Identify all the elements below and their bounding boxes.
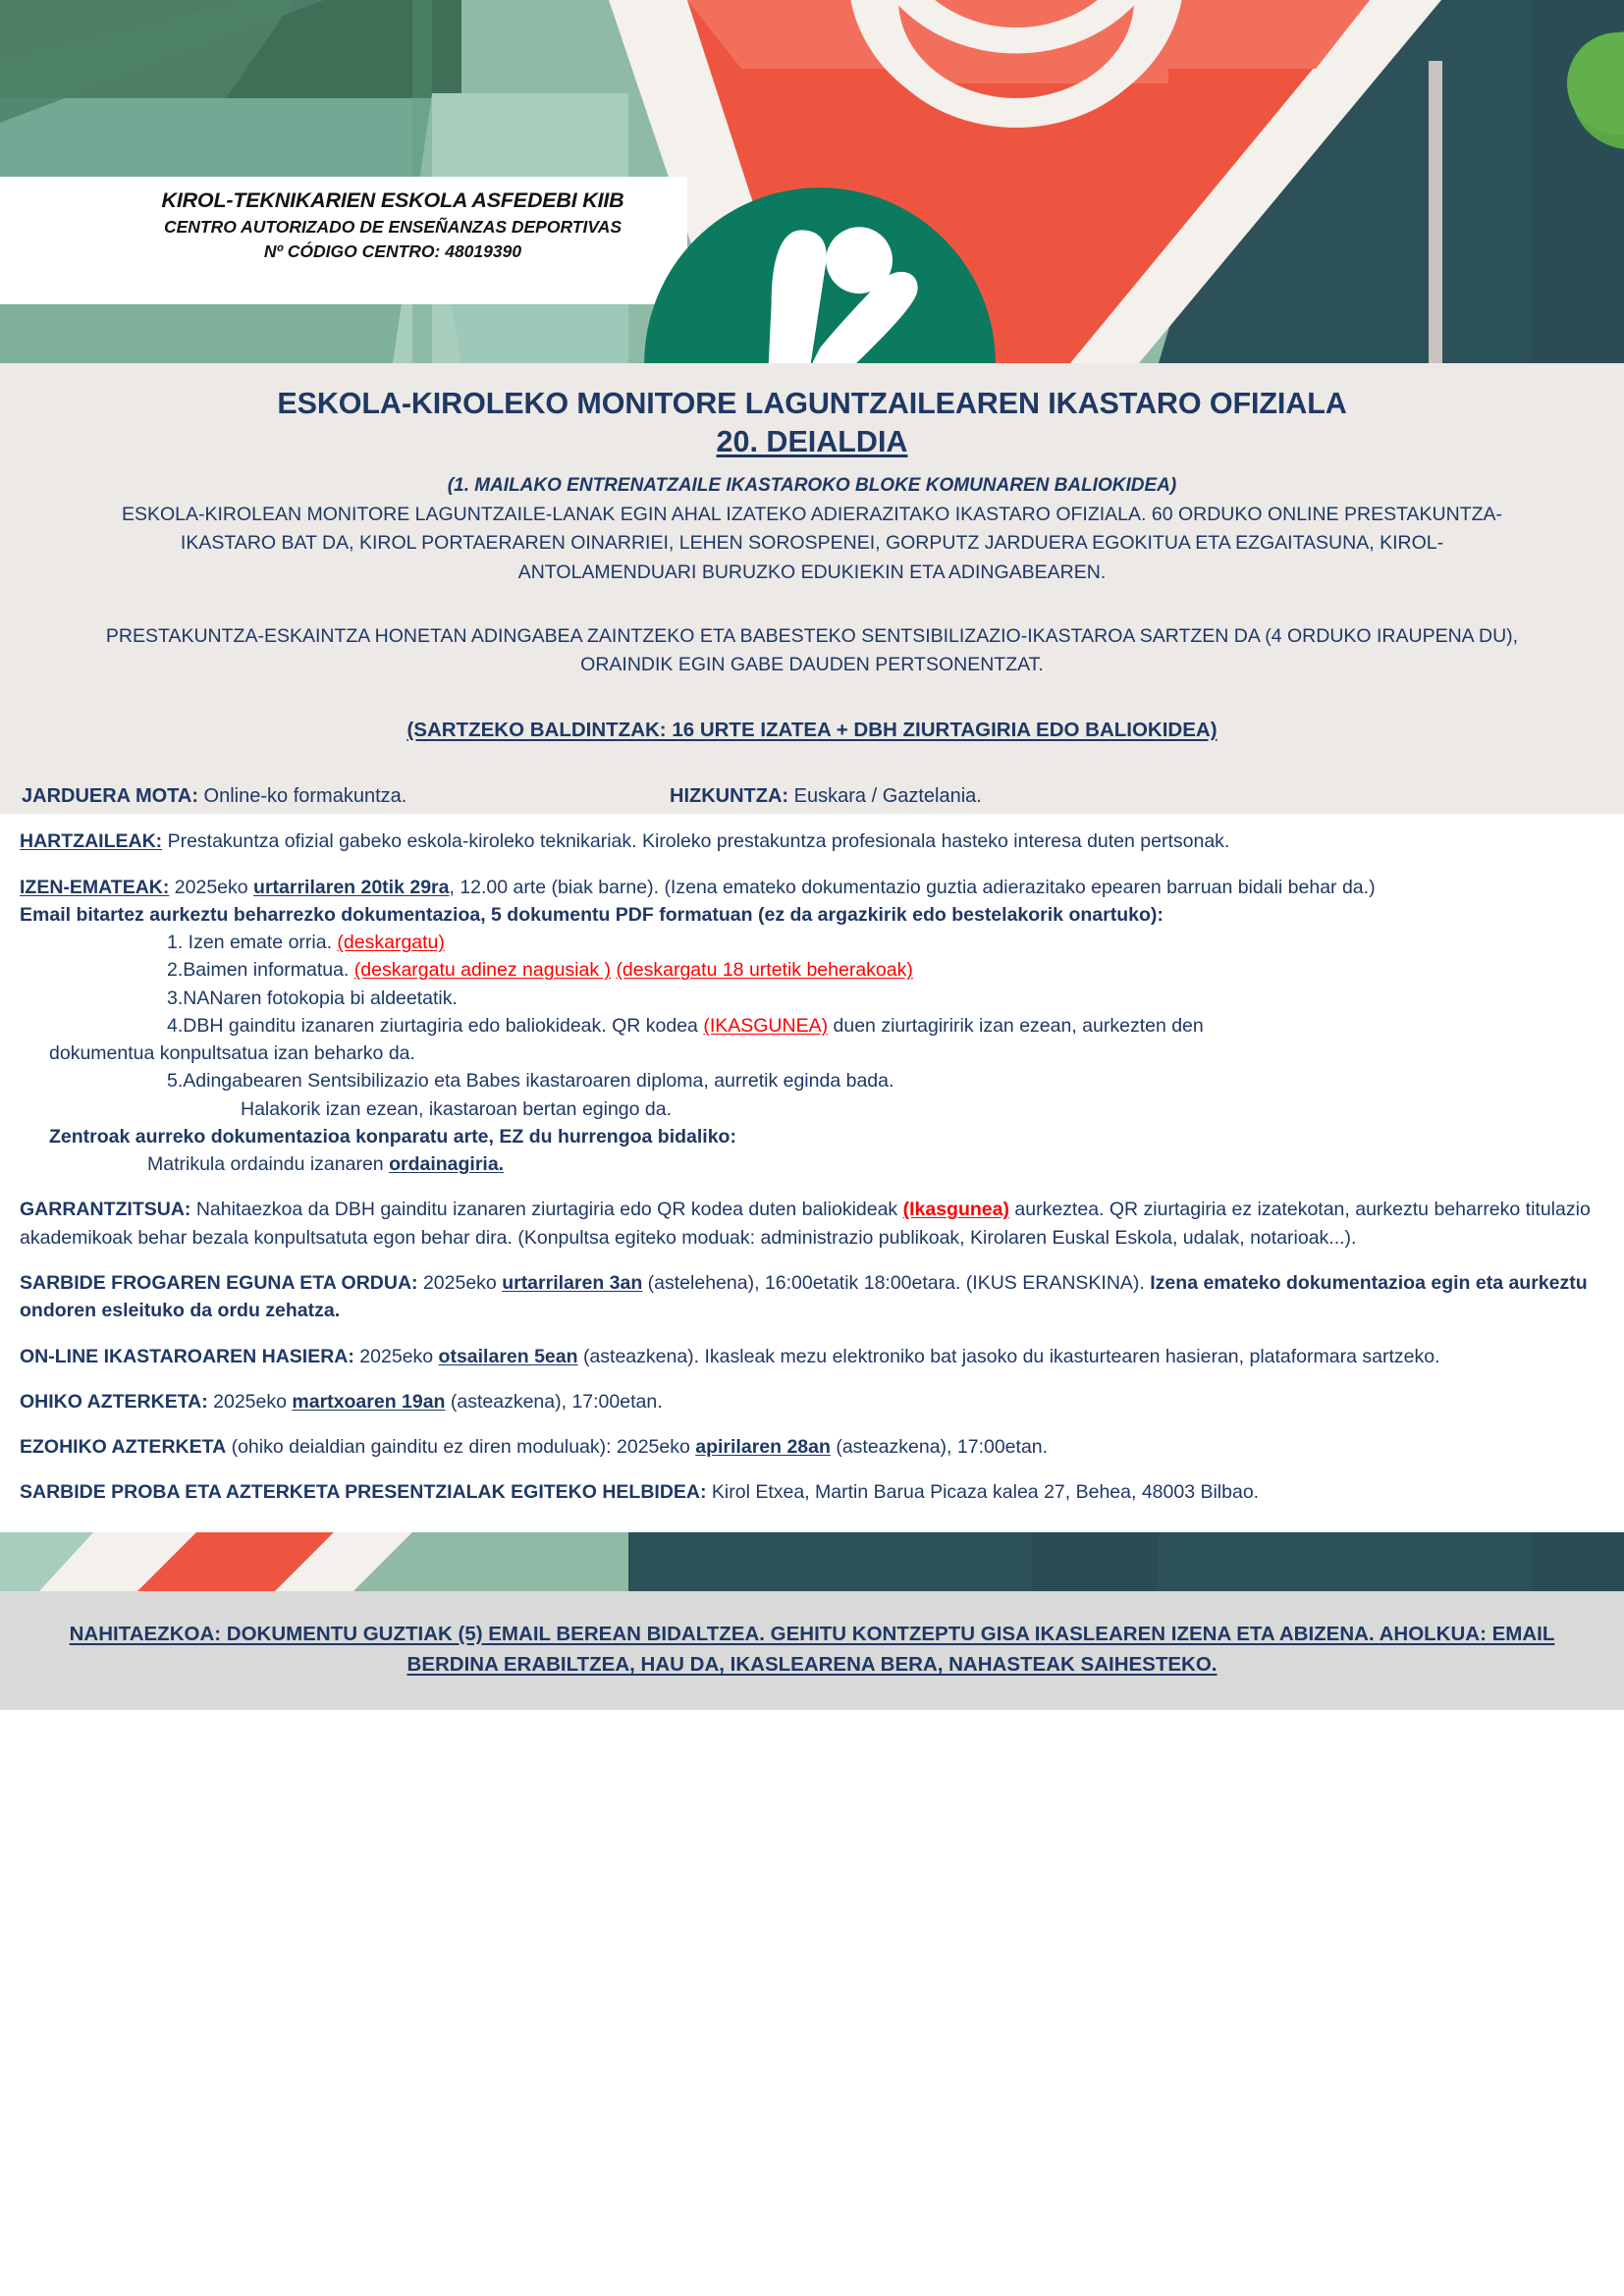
exam-date: martxoaren 19an bbox=[292, 1390, 446, 1413]
enrollment-dates: urtarrilaren 20tik 29ra bbox=[253, 876, 450, 898]
doc-4-pre: 4.DBH gainditu izanaren ziurtagiria edo baliokideak. QR kodea bbox=[167, 1014, 704, 1037]
important-paragraph bbox=[20, 1196, 1604, 1252]
equivalence-note: (1. MAILAKO ENTRENATZAILE IKASTAROKO BLOKE KOMUNAREN BALIOKIDEA) bbox=[447, 475, 1177, 497]
enrollment-line bbox=[20, 874, 1604, 901]
course-description-2: PRESTAKUNTZA-ESKAINTZA HONETAN ADINGABEA ZAINTZEKO ETA BABESTEKO SENTSIBILIZAZIO-IKASTAROA SARTZEN DA (4 ORDUKO IRAUPENA DU), ORAINDIK EGIN GABE DAUDEN PERTSONENTZAT. bbox=[105, 624, 1519, 676]
footer-section bbox=[0, 1591, 1624, 1711]
course-start-line bbox=[20, 1343, 1604, 1370]
retake-label: EZOHIKO AZTERKETA bbox=[20, 1436, 227, 1459]
language-label: HIZKUNTZA: bbox=[670, 785, 789, 808]
retake-date: apirilaren 28an bbox=[695, 1436, 831, 1459]
start-pre: 2025eko bbox=[353, 1345, 439, 1367]
top-banner-graphic bbox=[0, 0, 1624, 363]
retake-post: (asteazkena), 17:00etan. bbox=[830, 1436, 1049, 1459]
entry-conditions: (SARTZEKO BALDINTZAK: 16 URTE IZATEA + DBH ZIURTAGIRIA EDO BALIOKIDEA) bbox=[406, 719, 1218, 742]
exam-post: (asteazkena), 17:00etan. bbox=[445, 1390, 663, 1413]
doc-1-text: 1. Izen emate orria. bbox=[167, 932, 338, 954]
page-subtitle: 20. DEIALDIA bbox=[716, 425, 908, 459]
recipients-label: HARTZAILEAK: bbox=[20, 830, 163, 853]
logo-line-1: KIROL-TEKNIKARIEN ESKOLA ASFEDEBI KIIB bbox=[161, 188, 624, 212]
body-section bbox=[0, 814, 1624, 1531]
activity-type-value: Online-ko formakuntza. bbox=[198, 785, 407, 808]
start-label: ON-LINE IKASTAROAREN HASIERA: bbox=[20, 1345, 354, 1367]
doc-item-5: 5.Adingabearen Sentsibilizazio eta Babes ikastaroaren diploma, aurretik eginda bada. bbox=[167, 1070, 894, 1093]
download-link-minors[interactable]: (deskargatu 18 urtetik beherakoak) bbox=[616, 959, 913, 982]
access-bold-tail: Izena emateko dokumentazioa egin eta aurkeztu ondoren esleituko da ordu zehatza. bbox=[20, 1272, 1588, 1322]
activity-type-label: JARDUERA MOTA: bbox=[22, 785, 198, 808]
recipients-line bbox=[20, 828, 1604, 855]
start-date: otsailaren 5ean bbox=[438, 1345, 578, 1367]
footer-line-1: NAHITAEZKOA: DOKUMENTU GUZTIAK (5) EMAIL BEREAN BIDALTZEA. GEHITU KONTZEPTU GISA IKASLEAREN IZENA ETA ABIZENA. bbox=[69, 1622, 1380, 1645]
address-value: Kirol Etxea, Martin Barua Picaza kalea 27, Behea, 48003 Bilbao. bbox=[706, 1481, 1260, 1504]
access-test-line bbox=[20, 1269, 1604, 1325]
course-description: ESKOLA-KIROLEAN MONITORE LAGUNTZAILE-LANAK EGIN AHAL IZATEKO ADIERAZITAKO IKASTARO OFIZIALA. 60 ORDUKO ONLINE PRESTAKUNTZA-IKASTARO BAT DA, KIROL PORTAERAREN OINARRIEI, LEHEN SOROSPENEI, GORPUTZ JARDUERA EGOKITUA ETA EZGAITASUNA, KIROL-ANTOLAMENDUARI BURUZKO EDUKIEKIN ETA ADINGABEAREN. bbox=[121, 504, 1503, 583]
language-value: Euskara / Gaztelania. bbox=[788, 785, 982, 808]
title-block bbox=[0, 363, 1624, 459]
page-title: ESKOLA-KIROLEKO MONITORE LAGUNTZAILEAREN IKASTARO OFIZIALA bbox=[277, 387, 1347, 420]
access-date: urtarrilaren 3an bbox=[502, 1272, 643, 1294]
access-post: (astelehena), 16:00etatik 18:00etara. (IKUS ERANSKINA). bbox=[642, 1272, 1151, 1294]
doc-4-post: duen ziurtagiririk izan ezean, aurkezten den bbox=[828, 1014, 1204, 1037]
doc-item-3 bbox=[20, 985, 1604, 1012]
footer-note bbox=[69, 1619, 1555, 1682]
enrollment-post: , 12.00 arte (biak barne). (Izena emateko dokumentazio guztia adierazitako epearen barruan bidali behar da.) bbox=[449, 876, 1376, 898]
important-post: aurkeztea. QR ziurtagiria ez izatekotan, aurkeztu beharreko titulazio akademikoak behar bezala konpultsatuta egon behar dira. (Konpultsa egiteko moduak: administrazio publikoak, Kirolaren Euskal Eskola, udalak, notarioak...). bbox=[20, 1199, 1591, 1249]
enrollment-label: IZEN-EMATEAK: bbox=[20, 876, 170, 898]
doc-item-5-note: Halakorik izan ezean, ikastaroan bertan egingo da. bbox=[241, 1097, 673, 1120]
language bbox=[670, 785, 982, 808]
logo-line-2: CENTRO AUTORIZADO DE ENSEÑANZAS DEPORTIVAS bbox=[163, 217, 623, 238]
bottom-banner-graphic bbox=[0, 1532, 1624, 1591]
enrollment-pre: 2025eko bbox=[169, 876, 254, 898]
retake-exam-line bbox=[20, 1433, 1604, 1461]
address-label: SARBIDE PROBA ETA AZTERKETA PRESENTZIALAK EGITEKO HELBIDEA: bbox=[20, 1481, 707, 1504]
header-section bbox=[0, 363, 1624, 814]
access-pre: 2025eko bbox=[417, 1272, 503, 1294]
logo-text-block bbox=[147, 187, 638, 265]
recipients-text: Prestakuntza ofizial gabeko eskola-kiroleko teknikariak. Kiroleko prestakuntza profesionala hasteko interesa duten pertsonak. bbox=[162, 830, 1230, 853]
ikasgunea-link-2[interactable]: (Ikasgunea) bbox=[902, 1199, 1009, 1221]
exam-pre: 2025eko bbox=[207, 1390, 293, 1413]
center-note-text: Zentroak aurreko dokumentazioa konparatu arte, EZ du hurrengoa bidaliko: bbox=[49, 1125, 736, 1148]
receipt-bold: ordainagiria. bbox=[389, 1153, 505, 1176]
doc-item-4 bbox=[20, 1012, 1604, 1040]
doc-item-2 bbox=[20, 956, 1604, 984]
docs-heading bbox=[20, 901, 1604, 929]
logo-k-icon bbox=[8, 182, 126, 299]
activity-type bbox=[22, 785, 670, 808]
start-post: (asteazkena). Ikasleak mezu elektroniko bat jasoko du ikasturtearen hasieran, plataformara sartzeko. bbox=[577, 1345, 1440, 1367]
ikasgunea-link[interactable]: (IKASGUNEA) bbox=[703, 1014, 829, 1037]
doc-2-text: 2.Baimen informatua. bbox=[167, 959, 354, 982]
access-label: SARBIDE FROGAREN EGUNA ETA ORDUA: bbox=[20, 1272, 418, 1294]
download-link-adults[interactable]: (deskargatu adinez nagusiak ) bbox=[353, 959, 612, 982]
important-label: GARRANTZITSUA: bbox=[20, 1199, 191, 1221]
page-tail bbox=[0, 1710, 1624, 1765]
doc-3-text: 3.NANaren fotokopia bi aldeetatik. bbox=[167, 987, 458, 1009]
exam-label: OHIKO AZTERKETA: bbox=[20, 1390, 208, 1413]
regular-exam-line bbox=[20, 1388, 1604, 1415]
docs-heading-text: Email bitartez aurkeztu beharrezko dokumentazioa, 5 dokumentu PDF formatuan (ez da argazkirik edo bestelakorik onartuko): bbox=[20, 903, 1164, 926]
important-pre: Nahitaezkoa da DBH gainditu izanaren ziurtagiria edo QR kodea duten baliokideak bbox=[190, 1199, 903, 1221]
center-note bbox=[20, 1123, 1604, 1150]
footer-line-2: AHOLKUA: EMAIL BERDINA ERABILTZEA, HAU DA, IKASLEARENA BERA, NAHASTEAK SAIHESTEKO. bbox=[406, 1622, 1555, 1677]
receipt-pre: Matrikula ordaindu izanaren bbox=[147, 1153, 390, 1176]
address-line bbox=[20, 1478, 1604, 1506]
doc-item-1 bbox=[20, 929, 1604, 956]
meta-row bbox=[0, 785, 1624, 808]
retake-pre: (ohiko deialdian gainditu ez diren moduluak): 2025eko bbox=[226, 1436, 696, 1459]
bottom-banner-artwork bbox=[0, 1532, 1624, 1591]
download-link-1[interactable]: (deskargatu) bbox=[337, 932, 445, 954]
receipt-line bbox=[20, 1150, 1604, 1178]
logo-line-3: Nº CÓDIGO CENTRO: 48019390 bbox=[263, 241, 522, 262]
doc-item-4-cont: dokumentua konpultsatua izan beharko da. bbox=[49, 1042, 415, 1065]
